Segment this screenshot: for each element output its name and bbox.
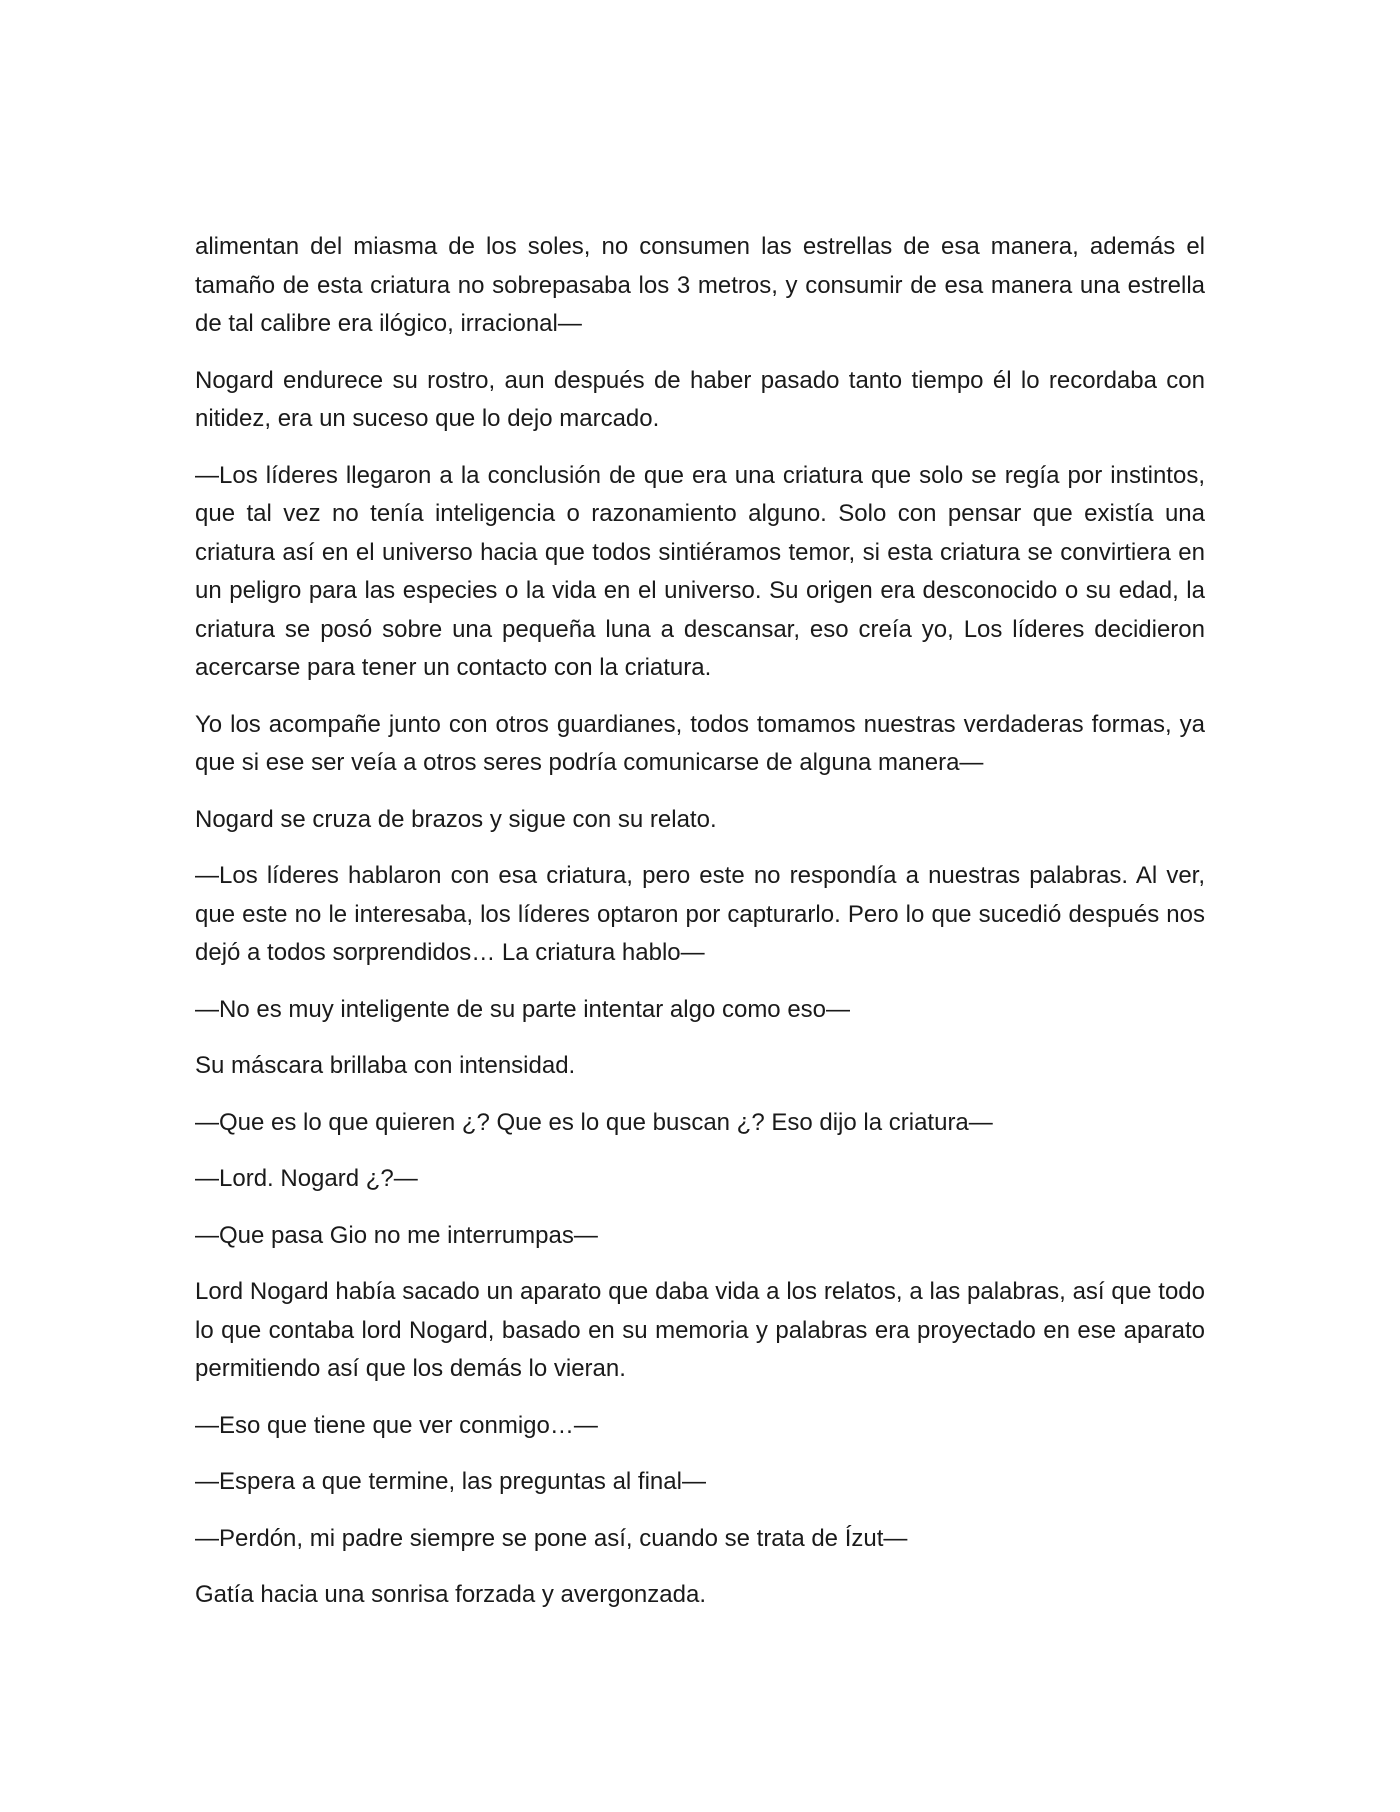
paragraph: alimentan del miasma de los soles, no consumen las estrellas de esa manera, además el tamaño de esta criatura no sobrepasaba los 3 metros, y consumir de esa manera una estrella de tal calibre era ilógico, irracional— [195, 233, 1205, 337]
paragraph: Yo los acompañe junto con otros guardianes, todos tomamos nuestras verdaderas formas, ya que si ese ser veía a otros seres podría comunicarse de alguna manera— [195, 710, 1205, 776]
paragraph: Gatía hacia una sonrisa forzada y avergonzada. [195, 1581, 706, 1608]
paragraph: —Los líderes llegaron a la conclusión de que era una criatura que solo se regía por instintos, que tal vez no tenía inteligencia o razonamiento alguno. Solo con pensar que existía una criatura así en el universo hacia que todos sintiéramos temor, si esta criatura se convirtiera en un peligro para las especies o la vida en el universo. Su origen era desconocido o su edad, la criatura se posó sobre una pequeña luna a descansar, eso creía yo, Los líderes decidieron acercarse para tener un contacto con la criatura. [195, 461, 1205, 681]
paragraph: Su máscara brillaba con intensidad. [195, 1052, 576, 1079]
dialogue-line: —Que pasa Gio no me interrumpas— [195, 1221, 598, 1249]
dialogue-line: —Espera a que termine, las preguntas al final— [195, 1468, 706, 1495]
paragraph: Lord Nogard había sacado un aparato que daba vida a los relatos, a las palabras, así que todo lo que contaba lord Nogard, basado en su memoria y palabras era proyectado en ese aparato permitiendo así que los demás lo vieran. [195, 1278, 1205, 1382]
dialogue-line: —Lord. Nogard ¿?— [195, 1165, 418, 1192]
paragraph: Nogard se cruza de brazos y sigue con su relato. [195, 805, 717, 833]
dialogue-line: —Eso que tiene que ver conmigo…— [195, 1411, 598, 1439]
paragraph: —Los líderes hablaron con esa criatura, pero este no respondía a nuestras palabras. Al ver, que este no le interesaba, los líderes optaron por capturarlo. Pero lo que sucedió después nos dejó a todos sorprendidos… La criatura hablo— [195, 862, 1205, 966]
document-body [195, 228, 1205, 1633]
paragraph: Nogard endurece su rostro, aun después de haber pasado tanto tiempo él lo recordaba con nitidez, era un suceso que lo dejo marcado. [195, 366, 1205, 432]
dialogue-line: —Que es lo que quieren ¿? Que es lo que buscan ¿? Eso dijo la criatura— [195, 1108, 993, 1136]
dialogue-line: —No es muy inteligente de su parte intentar algo como eso— [195, 995, 851, 1023]
dialogue-line: —Perdón, mi padre siempre se pone así, cuando se trata de Ízut— [195, 1524, 908, 1552]
